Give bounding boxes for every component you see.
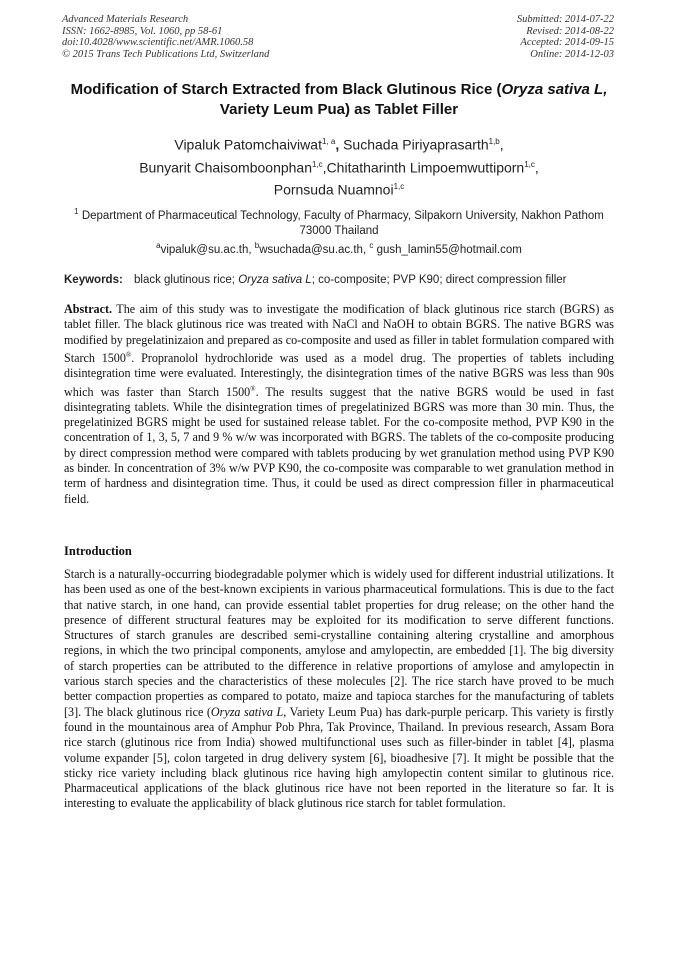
keywords <box>64 273 624 288</box>
paper-title <box>60 80 618 120</box>
registered-mark: ® <box>125 350 132 359</box>
affiliation <box>64 204 614 239</box>
online-date: Online: 2014-12-03 <box>530 48 614 60</box>
title-part-2: Variety Leum Pua) as Tablet Filler <box>219 101 459 118</box>
date-header <box>517 14 614 60</box>
journal-name: Advanced Materials Research <box>62 14 189 25</box>
affiliation-text: Department of Pharmaceutical Technology, Faculty of Pharmacy, Silpakorn University, Nakhon Pathom 73000 Thailand <box>81 209 604 237</box>
registered-mark: ® <box>250 384 256 393</box>
keyword-species: Oryza sativa L <box>238 274 312 286</box>
author-sup: 1,c <box>524 159 535 169</box>
email-sup: a <box>156 241 161 250</box>
author-sup: 1,c <box>393 182 405 192</box>
author-line-2: Bunyarit Chaisomboonphan$^{1,c}$,Chitatharinth Limpoemwuttiporn$^{1,c}$, <box>139 159 539 176</box>
author-line-1: Vipaluk Patomchaiviwat$^{1, a}$, Suchada Piriyaprasarth$^{1,b}$, <box>174 136 504 153</box>
affiliation-sup: 1 <box>74 207 79 216</box>
introduction-text: Starch is a naturally-occurring biodegradable polymer which is widely used for different industrial utilizations. It has been used as one of the best-known excipients in various pharmaceutical formulations. This is due to the fact that native starch, in one hand, can provide essential tablet properties for drug release; on the other hand the presence of different structural features may be exploited for its modification to serve different functions. Structures of starch granules are described semi-crystalline containing altering crystalline and amorphous regions, in which the two principal components, amylose and amylopectin, are embedded [1]. The big diversity of starch properties can be attributed to the difference in relative proportions of amylose and amylopectin in various starch species and the characteristics of these molecules [2]. The rice starch have proved to be much better compaction properties as compared to potato, maize and tapioca starches for the manufacturing of tablets [3]. The black glutinous rice ( <box>64 567 614 719</box>
abstract-label: Abstract. <box>64 302 113 316</box>
accepted-date: Accepted: 2014-09-15 <box>520 37 614 49</box>
author-sup: 1,b <box>488 137 500 146</box>
author-name: Pornsuda Nuamnoi <box>273 181 394 198</box>
journal-issn: ISSN: 1662-8985, Vol. 1060, pp 58-61 <box>62 25 223 37</box>
author-sup: 1, a <box>321 137 336 146</box>
abstract-text: The aim of this study was to investigate the modification of black glutinous rice starch (BGRS) as tablet filler. The black glutinous rice was treated with NaCl and NaOH to obtain BGRS. The native BGRS was modified by pregelatinizaion and prepared as co-composite and used as filler in tablet formulation compared with Starch 1500 <box>64 302 614 365</box>
abstract-text: . Propranolol hydrochloride was used as a model drug. The properties of tablets including disintegration time were evaluated. Interestingly, the disintegration times of the native BGRS was less than 90s which was faster than Starch 1500 <box>64 350 614 399</box>
author-line-3 <box>60 177 618 200</box>
email-link[interactable]: vipaluk@su.ac.th, <box>160 243 252 256</box>
title-species: Oryza sativa L, <box>501 81 608 98</box>
introduction-species: Oryza sativa L <box>210 704 284 719</box>
abstract <box>64 302 614 507</box>
email-sup: b <box>254 241 260 250</box>
author-list <box>60 132 618 200</box>
title-part-1: Modification of Starch Extracted from Black Glutinous Rice ( <box>70 81 502 98</box>
abstract-text: . The results suggest that the native BGRS would be used in fast disintegrating tablets. While the disintegration times of pregelatinized BGRS was more than 30 min. Thus, the pregelatinized BGRS might be used for sustained release tablet. For the co-composite method, PVP K90 in the concentration of 1, 3, 5, 7 and 9 % w/w was incorporated with BGRS. The tablets of the co-composite producing by direct compression method were compared with tablets producing by wet granulation method using PVP K90 as binder. In concentration of 3% w/w PVP K90, the co-composite was comparable to wet granulation method in term of hardness and disintegration time. Thus, it could be used as direct compression filler in pharmaceutical field. <box>64 384 614 506</box>
author-sup: 1,c <box>312 159 323 169</box>
introduction-heading: Introduction <box>64 544 132 558</box>
keyword-text: black glutinous rice; <box>134 274 239 286</box>
revised-date: Revised: 2014-08-22 <box>526 25 614 37</box>
author-name: Suchada Piriyaprasarth <box>343 136 489 153</box>
email-link[interactable]: wsuchada@su.ac.th, <box>259 243 367 256</box>
email-sup: c <box>369 241 374 250</box>
author-name: Chitatharinth Limpoemwuttiporn <box>326 159 525 176</box>
author-name: Vipaluk Patomchaiviwat <box>174 136 322 153</box>
journal-doi: doi:10.4028/www.scientific.net/AMR.1060.58 <box>62 37 254 49</box>
submitted-date: Submitted: 2014-07-22 <box>516 14 614 25</box>
email-link[interactable]: gush_lamin55@hotmail.com <box>376 243 522 256</box>
introduction-body <box>64 567 614 812</box>
introduction-text: , Variety Leum Pua) has dark-purple pericarp. This variety is firstly found in the mountainous area of Amphur Pob Phra, Tak Province, Thailand. In previous research, Assam Bora rice starch (glutinous rice from India) showed multifunctional uses such as filler-binder in tablet [4], plasma volume expander [5], colon targeted in drug delivery system [6], bioadhesive [7]. It might be possible that the sticky rice variety including black glutinous rice having high amylopectin content similar to glutinous rice. Pharmaceutical applications of the black glutinous rice have not been reported in the literature so far. It is interesting to evaluate the applicability of black glutinous rice starch for tablet formulation. <box>64 704 614 811</box>
author-name: Bunyarit Chaisomboonphan <box>139 159 312 176</box>
keyword-text: ; co-composite; PVP K90; direct compression filler <box>311 274 567 286</box>
keywords-label: Keywords: <box>64 274 123 286</box>
author-emails <box>64 238 614 258</box>
journal-header <box>62 14 269 60</box>
journal-copyright: © 2015 Trans Tech Publications Ltd, Switzerland <box>62 48 270 60</box>
